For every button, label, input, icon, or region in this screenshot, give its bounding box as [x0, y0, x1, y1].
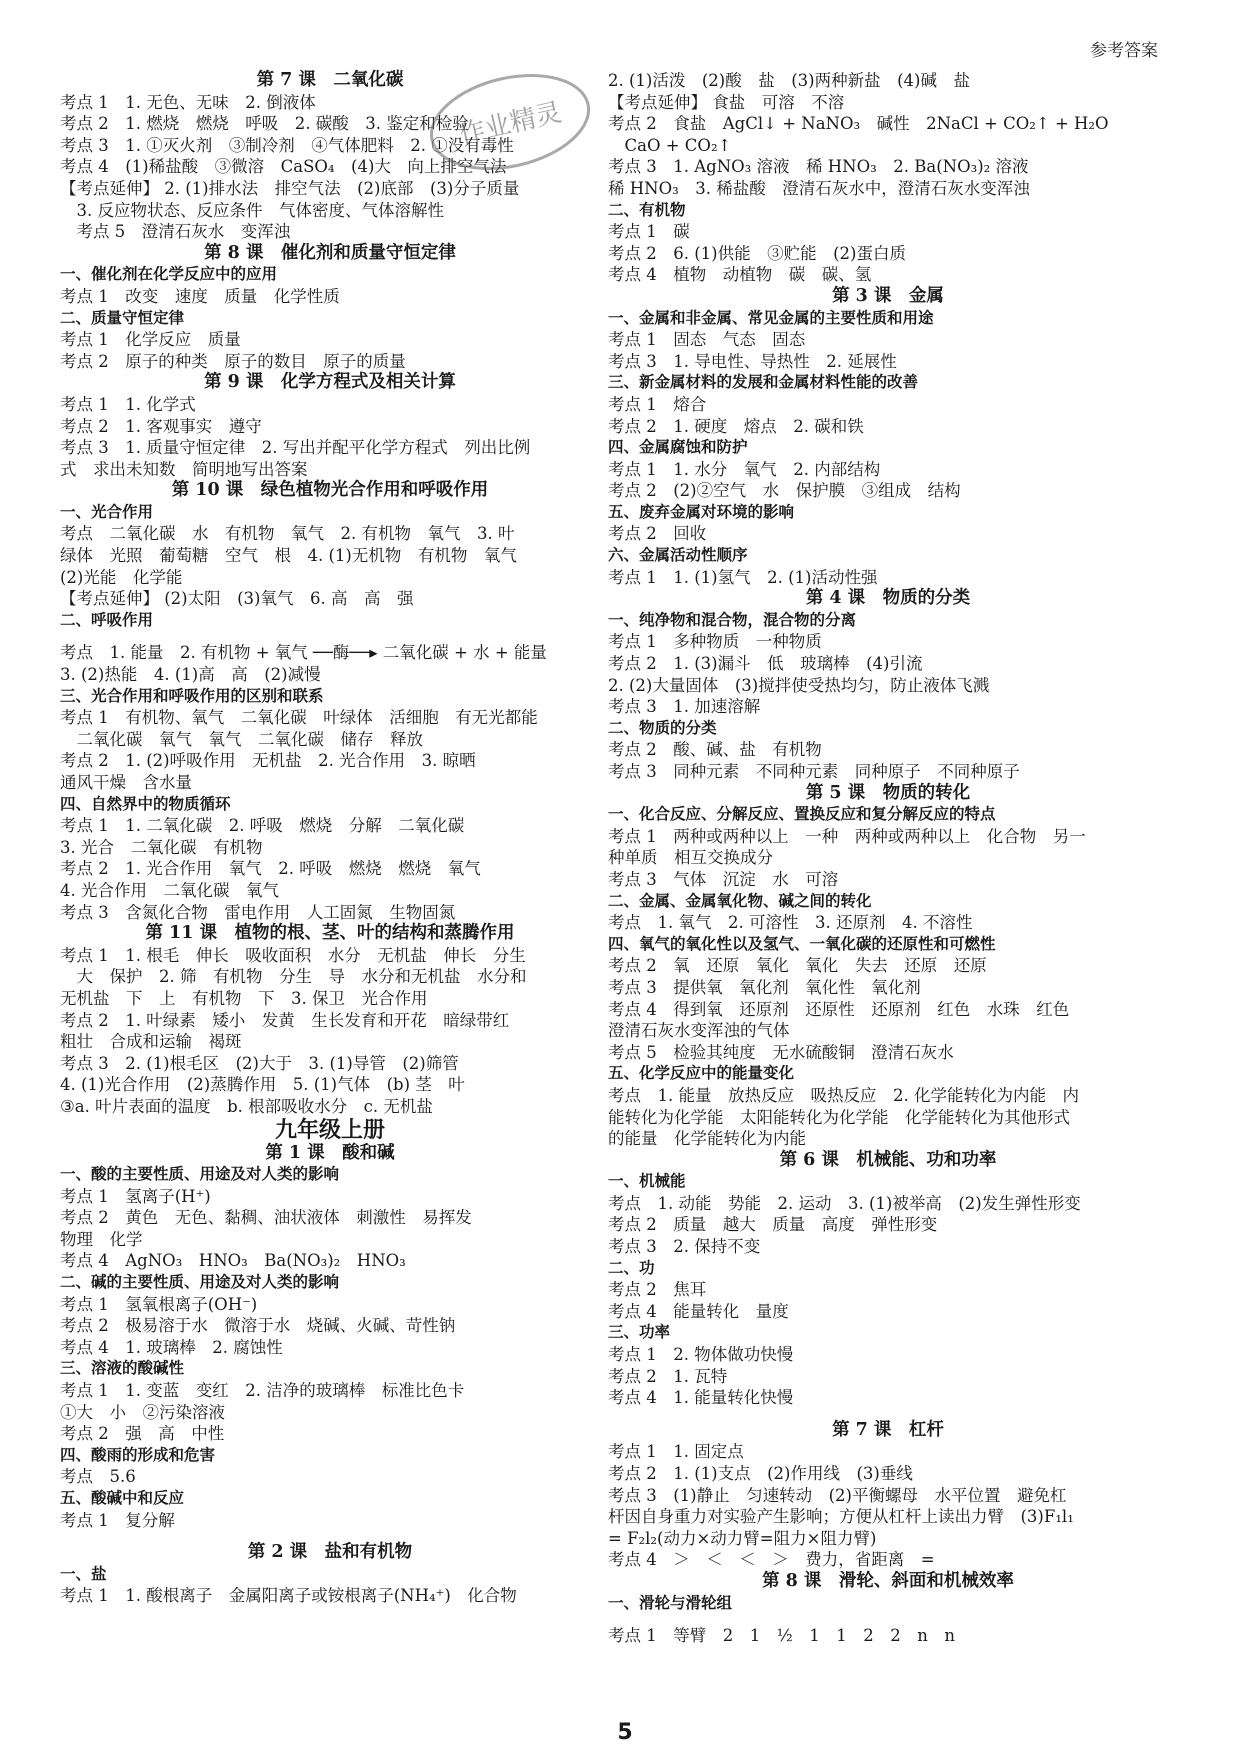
lesson-title: 第 1 课 酸和碱	[265, 1142, 395, 1163]
answer-line: 考点 1 改变 速度 质量 化学性质	[60, 286, 340, 306]
section-heading: 二、碱的主要性质、用途及对人类的影响	[60, 1273, 340, 1292]
answer-line: 考点 二氧化碳 水 有机物 氧气 2. 有机物 氧气 3. 叶	[60, 524, 515, 544]
answer-line: 考点 4 植物 动植物 碳 碳、氢	[608, 265, 872, 285]
answer-line: 考点 2 氧 还原 氧化 氧化 失去 还原 还原	[608, 956, 987, 976]
answer-line: 考点 1 1. 二氧化碳 2. 呼吸 燃烧 分解 二氧化碳	[60, 816, 465, 836]
answer-line: 澄清石灰水变浑浊的气体	[608, 1021, 790, 1041]
lesson-title: 第 8 课 催化剂和质量守恒定律	[204, 242, 456, 263]
answer-line: 考点 2 质量 越大 质量 高度 弹性形变	[608, 1215, 938, 1235]
answer-line: 考点 1 2. 物体做功快慢	[608, 1345, 794, 1365]
answer-line: 式 求出未知数 简明地写出答案	[60, 459, 308, 479]
section-heading: 二、质量守恒定律	[60, 308, 185, 327]
lesson-title: 第 11 课 植物的根、茎、叶的结构和蒸腾作用	[145, 923, 515, 944]
answer-line: 考点 1 熔合	[608, 394, 707, 414]
answer-line: 3. 光合 二氧化碳 有机物	[60, 837, 263, 857]
answer-line: 考点 3 (1)静止 匀速转动 (2)平衡螺母 水平位置 避免杠	[608, 1485, 1067, 1505]
answer-line: 考点 1. 能量 放热反应 吸热反应 2. 化学能转化为内能 内	[608, 1085, 1079, 1105]
answer-line: 考点 1 1. 水分 氧气 2. 内部结构	[608, 459, 881, 479]
answer-line: 考点 1 等臂 2 1 ½ 1 1 2 2 n n	[608, 1626, 955, 1646]
lesson-title: 第 6 课 机械能、功和功率	[779, 1149, 997, 1170]
answer-line: 考点 5.6	[60, 1467, 136, 1487]
answer-line: 考点 2 1. 硬度 熔点 2. 碳和铁	[608, 416, 864, 436]
lesson-title: 第 9 课 化学方程式及相关计算	[204, 372, 456, 393]
page-number: 5	[617, 1720, 633, 1745]
answer-line: 考点 3 1. 导电性、导热性 2. 延展性	[608, 351, 897, 371]
answer-line: 考点 1 固态 气态 固态	[608, 330, 806, 350]
answer-line: 考点 1 1. 无色、无味 2. 倒液体	[60, 92, 316, 112]
answer-line: 考点 4 ＞ ＜ ＜ ＞ 费力，省距离 =	[608, 1550, 935, 1570]
answer-line: (2)光能 化学能	[60, 567, 183, 587]
answer-line: 考点 3 1. AgNO₃ 溶液 稀 HNO₃ 2. Ba(NO₃)₂ 溶液	[608, 157, 1029, 177]
answer-line: 考点 3 同种元素 不同种元素 同种原子 不同种原子	[608, 762, 1020, 781]
answer-line: 考点 2 强 高 中性	[60, 1424, 225, 1444]
section-heading: 三、光合作用和呼吸作用的区别和联系	[60, 686, 324, 705]
answer-line: 考点 2 黄色 无色、黏稠、油状液体 刺激性 易挥发	[60, 1208, 472, 1228]
answer-line: 考点 3 含氮化合物 雷电作用 人工固氮 生物固氮	[60, 902, 456, 922]
answer-line: 考点 1 碳	[608, 222, 690, 242]
grade-heading: 九年级上册	[274, 1116, 385, 1143]
answer-line: 的能量 化学能转化为内能	[608, 1129, 806, 1149]
section-heading: 一、机械能	[608, 1172, 686, 1191]
watermark-stamp-text: 作业精灵	[456, 97, 565, 151]
answer-line: 考点 1 1. 变蓝 变红 2. 洁净的玻璃棒 标准比色卡	[60, 1381, 465, 1401]
section-heading: 一、光合作用	[60, 502, 154, 521]
lesson-title: 第 4 课 物质的分类	[805, 588, 971, 609]
answer-line: 考点 1 氢氧根离子(OH⁻)	[60, 1294, 258, 1314]
lesson-title: 第 8 课 滑轮、斜面和机械效率	[762, 1570, 1014, 1591]
answer-line: 能转化为化学能 太阳能转化为化学能 化学能转化为其他形式	[608, 1107, 1070, 1127]
answer-line: 考点 2 1. (2)呼吸作用 无机盐 2. 光合作用 3. 晾晒	[60, 751, 476, 771]
answer-line: 考点 1 1. 根毛 伸长 吸收面积 水分 无机盐 伸长 分生	[60, 945, 526, 965]
lesson-title: 第 7 课 杠杆	[832, 1419, 944, 1440]
answer-line: ③a. 叶片表面的温度 b. 根部吸收水分 c. 无机盐	[60, 1096, 433, 1116]
answer-line: 考点 4 能量转化 量度	[608, 1301, 789, 1321]
answer-line: 考点 2 食盐 AgCl↓ + NaNO₃ 碱性 2NaCl + CO₂↑ + H₂O	[608, 114, 1109, 134]
answer-line: 考点 1 两种或两种以上 一种 两种或两种以上 化合物 另一	[608, 826, 1086, 846]
answer-line: 考点 2 1. 光合作用 氧气 2. 呼吸 燃烧 燃烧 氧气	[60, 859, 481, 879]
section-heading: 五、废弃金属对环境的影响	[608, 502, 795, 521]
lesson-title: 第 3 课 金属	[832, 285, 944, 306]
answer-line: 【考点延伸】 2. (1)排水法 排空气法 (2)底部 (3)分子质量	[60, 178, 520, 198]
answer-line: 考点 1 1. 化学式	[60, 394, 196, 414]
answer-line: 考点 2 焦耳	[608, 1280, 707, 1300]
section-heading: 二、呼吸作用	[60, 610, 154, 629]
answer-line: 考点 1. 能量 2. 有机物 + 氧气 ──酶──▸ 二氧化碳 + 水 + 能量	[60, 643, 547, 663]
spacer	[608, 1614, 1168, 1625]
section-heading: 一、催化剂在化学反应中的应用	[60, 265, 278, 284]
answer-line: 考点 2 1. 燃烧 燃烧 呼吸 2. 碳酸 3. 鉴定和检验	[60, 114, 469, 134]
answer-line: 【考点延伸】 食盐 可溶 不溶	[608, 92, 845, 112]
section-heading: 六、金属活动性顺序	[608, 546, 748, 565]
answer-line: 考点 1 有机物、氧气 二氧化碳 叶绿体 活细胞 有无光都能	[60, 708, 538, 728]
section-heading: 三、溶液的酸碱性	[60, 1359, 185, 1378]
answer-line: 稀 HNO₃ 3. 稀盐酸 澄清石灰水中，澄清石灰水变浑浊	[608, 178, 1030, 198]
answer-line: 考点 1 1. (1)氢气 2. (1)活动性强	[608, 567, 878, 587]
section-heading: 四、金属腐蚀和防护	[608, 438, 748, 457]
answer-line: 3. (2)热能 4. (1)高 高 (2)减慢	[60, 665, 321, 685]
section-heading: 四、氧气的氧化性以及氢气、一氧化碳的还原性和可燃性	[608, 934, 996, 953]
lesson-title: 第 10 课 绿色植物光合作用和呼吸作用	[171, 480, 489, 501]
answer-line: 粗壮 合成和运输 褐斑	[60, 1032, 242, 1052]
answer-line: 考点 2 1. (1)支点 (2)作用线 (3)垂线	[608, 1464, 913, 1483]
section-heading: 三、功率	[608, 1323, 671, 1342]
answer-line: 考点 1 1. 固定点	[608, 1442, 744, 1462]
answer-line: 考点 3 1. 质量守恒定律 2. 写出并配平化学方程式 列出比例	[60, 438, 531, 458]
answer-line: 考点 3 提供氧 氧化剂 氧化性 氧化剂	[608, 977, 921, 997]
answer-line: 考点 3 2. (1)根毛区 (2)大于 3. (1)导管 (2)筛管	[60, 1053, 459, 1073]
answer-line: 考点 5 检验其纯度 无水硫酸铜 澄清石灰水	[608, 1042, 954, 1062]
answer-line: 考点 4 1. 玻璃棒 2. 腐蚀性	[60, 1337, 283, 1357]
lesson-title: 第 2 课 盐和有机物	[247, 1542, 413, 1563]
answer-line: = F₂l₂(动力×动力臂=阻力×阻力臂)	[608, 1528, 877, 1548]
spacer	[60, 1531, 600, 1542]
answer-line: 考点 5 澄清石灰水 变浑浊	[60, 222, 291, 242]
answer-line: 二氧化碳 氧气 氧气 二氧化碳 储存 释放	[60, 729, 423, 749]
answer-line: 考点 4 AgNO₃ HNO₃ Ba(NO₃)₂ HNO₃	[60, 1251, 406, 1271]
answer-line: 考点 2 1. 瓦特	[608, 1366, 728, 1386]
answer-line: 考点 1 化学反应 质量	[60, 330, 241, 350]
answer-line: 【考点延伸】 (2)太阳 (3)氧气 6. 高 高 强	[60, 589, 414, 609]
answer-line: 考点 2 1. (3)漏斗 低 玻璃棒 (4)引流	[608, 654, 923, 674]
answer-line: 考点 2 极易溶于水 微溶于水 烧碱、火碱、苛性钠	[60, 1316, 456, 1336]
section-heading: 一、化合反应、分解反应、置换反应和复分解反应的特点	[608, 805, 996, 824]
answer-line: 3. 反应物状态、反应条件 气体密度、气体溶解性	[60, 200, 444, 220]
answer-line: 考点 1 氢离子(H⁺)	[60, 1186, 211, 1206]
left-column	[60, 70, 600, 1607]
section-heading: 一、酸的主要性质、用途及对人类的影响	[60, 1165, 340, 1184]
answer-line: 4. (1)光合作用 (2)蒸腾作用 5. (1)气体 (b) 茎 叶	[60, 1075, 465, 1095]
section-heading: 四、自然界中的物质循环	[60, 794, 231, 813]
answer-line: 考点 1 1. 酸根离子 金属阳离子或铵根离子(NH₄⁺) 化合物	[60, 1586, 517, 1606]
answer-line: 考点 3 气体 沉淀 水 可溶	[608, 869, 839, 889]
answer-line: 考点 2 (2)②空气 水 保护膜 ③组成 结构	[608, 481, 961, 501]
answer-line: 考点 4 1. 能量转化快慢	[608, 1388, 794, 1408]
answer-line: 考点 2 1. 客观事实 遵守	[60, 416, 262, 436]
spacer	[60, 631, 600, 642]
section-heading: 一、金属和非金属、常见金属的主要性质和用途	[608, 308, 934, 327]
answer-line: 无机盐 下 上 有机物 下 3. 保卫 光合作用	[60, 988, 428, 1008]
spacer	[608, 1409, 1168, 1420]
answer-line: 绿体 光照 葡萄糖 空气 根 4. (1)无机物 有机物 氧气	[60, 546, 517, 566]
answer-line: 考点 1. 氧气 2. 可溶性 3. 还原剂 4. 不溶性	[608, 913, 973, 933]
section-heading: 五、化学反应中的能量变化	[608, 1064, 795, 1083]
section-heading: 五、酸碱中和反应	[60, 1489, 185, 1507]
answer-line: 考点 3 1. 加速溶解	[608, 697, 761, 717]
section-heading: 一、滑轮与滑轮组	[608, 1593, 733, 1612]
lesson-title: 第 7 课 二氧化碳	[256, 70, 404, 90]
section-heading: 二、功	[608, 1258, 655, 1277]
section-heading: 四、酸雨的形成和危害	[60, 1445, 216, 1464]
right-column	[608, 70, 1168, 1647]
page-header-title: 参考答案	[1090, 41, 1158, 61]
answer-line: 考点 2 酸、碱、盐 有机物	[608, 740, 822, 760]
answer-line: 种单质 相互交换成分	[608, 848, 773, 868]
answer-line: 考点 2 回收	[608, 524, 707, 544]
answer-line: ①大 小 ②污染溶液	[60, 1402, 225, 1422]
answer-line: 考点 4 (1)稀盐酸 ③微溶 CaSO₄ (4)大 向上排空气法	[60, 157, 507, 177]
answer-line: 考点 1 多种物质 一种物质	[608, 632, 822, 652]
answer-line: 2. (1)活泼 (2)酸 盐 (3)两种新盐 (4)碱 盐	[608, 71, 970, 90]
section-heading: 三、新金属材料的发展和金属材料性能的改善	[608, 373, 919, 392]
answer-line: 物理 化学	[60, 1229, 143, 1249]
answer-line: 考点 2 6. (1)供能 ③贮能 (2)蛋白质	[608, 243, 906, 263]
answer-line: 杆因自身重力对实验产生影响；方便从杠杆上读出力臂 (3)F₁l₁	[608, 1507, 1074, 1527]
section-heading: 二、有机物	[608, 200, 686, 219]
answer-line: 通风干燥 含水量	[60, 773, 192, 792]
section-heading: 一、盐	[60, 1564, 107, 1583]
answer-line: 4. 光合作用 二氧化碳 氧气	[60, 880, 279, 900]
answer-line: 考点 3 2. 保持不变	[608, 1237, 761, 1257]
answer-line: 考点 4 得到氧 还原剂 还原性 还原剂 红色 水珠 红色	[608, 999, 1070, 1019]
answer-line: 考点 2 原子的种类 原子的数目 原子的质量	[60, 351, 406, 371]
section-heading: 二、金属、金属氧化物、碱之间的转化	[608, 891, 872, 910]
answer-line: 考点 3 1. ①灭火剂 ③制冷剂 ④气体肥料 2. ①没有毒性	[60, 135, 514, 155]
answer-line: 2. (2)大量固体 (3)搅拌使受热均匀，防止液体飞溅	[608, 675, 990, 695]
answer-line: CaO + CO₂↑	[608, 135, 732, 155]
section-heading: 二、物质的分类	[608, 718, 717, 737]
section-heading: 一、纯净物和混合物，混合物的分离	[608, 610, 857, 629]
answer-line: 大 保护 2. 筛 有机物 分生 导 水分和无机盐 水分和	[60, 967, 527, 987]
answer-line: 考点 1. 动能 势能 2. 运动 3. (1)被举高 (2)发生弹性形变	[608, 1193, 1081, 1213]
lesson-title: 第 5 课 物质的转化	[805, 782, 971, 803]
answer-line: 考点 2 1. 叶绿素 矮小 发黄 生长发育和开花 暗绿带红	[60, 1010, 510, 1030]
answer-line: 考点 1 复分解	[60, 1510, 175, 1530]
